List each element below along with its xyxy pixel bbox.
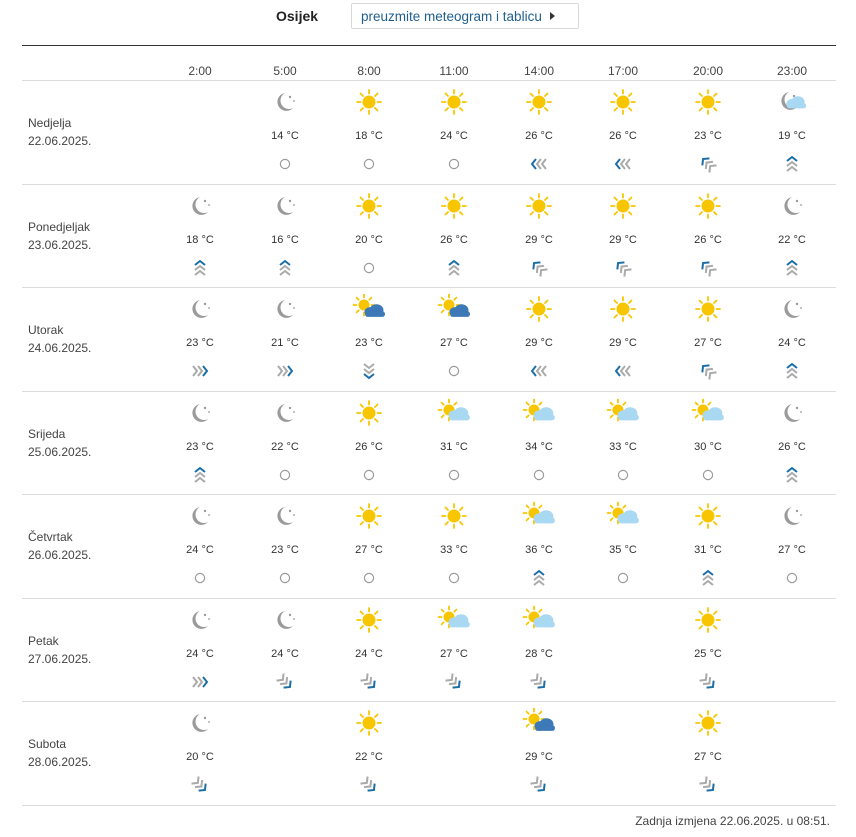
temperature: 22 °C	[271, 441, 299, 453]
temperature: 29 °C	[609, 234, 637, 246]
sun-cloud-icon	[690, 398, 726, 428]
sun-icon	[690, 708, 726, 738]
moon-icon	[182, 708, 218, 738]
download-meteogram-button[interactable]	[351, 3, 579, 29]
temperature: 24 °C	[440, 130, 468, 142]
time-label: 14:00	[523, 64, 555, 78]
calm-wind-icon	[780, 568, 804, 588]
row-divider	[22, 701, 836, 702]
temperature: 24 °C	[355, 648, 383, 660]
row-divider	[22, 391, 836, 392]
sun-cloud-icon	[521, 398, 557, 428]
temperature: 26 °C	[355, 441, 383, 453]
moon-icon	[182, 191, 218, 221]
wind-direction-icon	[780, 258, 804, 278]
day-name: Četvrtak	[28, 530, 73, 544]
moon-icon	[774, 294, 810, 324]
wind-direction-icon	[696, 568, 720, 588]
sun-icon	[521, 191, 557, 221]
day-label	[28, 528, 91, 564]
calm-wind-icon	[357, 568, 381, 588]
sun-icon	[351, 398, 387, 428]
calm-wind-icon	[442, 361, 466, 381]
calm-wind-icon	[442, 154, 466, 174]
wind-direction-icon	[357, 775, 381, 795]
temperature: 24 °C	[186, 648, 214, 660]
day-label	[28, 321, 91, 357]
day-label	[28, 218, 91, 254]
wind-direction-icon	[780, 465, 804, 485]
row-divider	[22, 80, 836, 81]
temperature: 34 °C	[525, 441, 553, 453]
temperature: 24 °C	[186, 544, 214, 556]
moon-icon	[182, 501, 218, 531]
wind-direction-icon	[611, 258, 635, 278]
sun-icon	[690, 294, 726, 324]
sun-icon	[436, 501, 472, 531]
sun-icon	[690, 87, 726, 117]
day-label	[28, 735, 91, 771]
calm-wind-icon	[273, 568, 297, 588]
moon-icon	[774, 398, 810, 428]
wind-direction-icon	[780, 154, 804, 174]
moon-icon	[267, 191, 303, 221]
day-name: Petak	[28, 634, 59, 648]
time-label: 20:00	[692, 64, 724, 78]
temperature: 24 °C	[271, 648, 299, 660]
day-date: 23.06.2025.	[28, 238, 92, 252]
temperature: 26 °C	[778, 441, 806, 453]
wind-direction-icon	[527, 258, 551, 278]
time-label: 17:00	[607, 64, 639, 78]
day-label	[28, 632, 91, 668]
temperature: 14 °C	[271, 130, 299, 142]
download-meteogram-label: preuzmite meteogram i tablicu	[361, 8, 542, 24]
sun-dark-cloud-icon	[521, 708, 557, 738]
day-name: Nedjelja	[28, 116, 72, 130]
temperature: 36 °C	[525, 544, 553, 556]
day-date: 25.06.2025.	[28, 445, 92, 459]
day-name: Utorak	[28, 323, 64, 337]
wind-direction-icon	[527, 154, 551, 174]
sun-cloud-icon	[605, 398, 641, 428]
time-label: 11:00	[439, 64, 469, 78]
calm-wind-icon	[696, 465, 720, 485]
day-name: Srijeda	[28, 427, 66, 441]
wind-direction-icon	[611, 361, 635, 381]
moon-icon	[774, 191, 810, 221]
calm-wind-icon	[273, 154, 297, 174]
wind-direction-icon	[357, 672, 381, 692]
sun-icon	[521, 87, 557, 117]
row-divider	[22, 494, 836, 495]
moon-icon	[267, 605, 303, 635]
moon-icon	[182, 605, 218, 635]
wind-direction-icon	[696, 775, 720, 795]
temperature: 30 °C	[694, 441, 722, 453]
wind-direction-icon	[442, 672, 466, 692]
calm-wind-icon	[527, 465, 551, 485]
sun-icon	[690, 501, 726, 531]
temperature: 21 °C	[271, 337, 299, 349]
calm-wind-icon	[357, 465, 381, 485]
temperature: 22 °C	[355, 751, 383, 763]
temperature: 31 °C	[694, 544, 722, 556]
temperature: 27 °C	[355, 544, 383, 556]
wind-direction-icon	[188, 465, 212, 485]
day-name: Subota	[28, 737, 67, 751]
day-label	[28, 425, 91, 461]
wind-direction-icon	[188, 258, 212, 278]
temperature: 26 °C	[440, 234, 468, 246]
header-divider	[22, 45, 836, 46]
day-date: 22.06.2025.	[28, 134, 92, 148]
time-label: 5:00	[273, 64, 297, 78]
temperature: 23 °C	[355, 337, 383, 349]
moon-icon	[267, 294, 303, 324]
calm-wind-icon	[611, 568, 635, 588]
wind-direction-icon	[696, 672, 720, 692]
day-date: 26.06.2025.	[28, 548, 92, 562]
temperature: 16 °C	[271, 234, 299, 246]
sun-icon	[436, 87, 472, 117]
calm-wind-icon	[442, 465, 466, 485]
moon-icon	[267, 87, 303, 117]
sun-icon	[605, 191, 641, 221]
temperature: 26 °C	[609, 130, 637, 142]
wind-direction-icon	[273, 361, 297, 381]
wind-direction-icon	[527, 775, 551, 795]
temperature: 29 °C	[525, 751, 553, 763]
sun-icon	[605, 294, 641, 324]
city-name: Osijek	[276, 8, 319, 24]
wind-direction-icon	[273, 672, 297, 692]
time-label: 8:00	[357, 64, 381, 78]
wind-direction-icon	[527, 672, 551, 692]
temperature: 27 °C	[694, 337, 722, 349]
day-date: 24.06.2025.	[28, 341, 92, 355]
temperature: 20 °C	[355, 234, 383, 246]
sun-icon	[351, 87, 387, 117]
wind-direction-icon	[611, 154, 635, 174]
day-date: 27.06.2025.	[28, 652, 92, 666]
temperature: 33 °C	[440, 544, 468, 556]
temperature: 23 °C	[271, 544, 299, 556]
temperature: 35 °C	[609, 544, 637, 556]
temperature: 25 °C	[694, 648, 722, 660]
sun-cloud-icon	[521, 605, 557, 635]
sun-icon	[351, 605, 387, 635]
temperature: 26 °C	[525, 130, 553, 142]
wind-direction-icon	[527, 361, 551, 381]
temperature: 20 °C	[186, 751, 214, 763]
row-divider	[22, 184, 836, 185]
wind-direction-icon	[696, 361, 720, 381]
sun-dark-cloud-icon	[436, 294, 472, 324]
sun-icon	[436, 191, 472, 221]
sun-icon	[605, 87, 641, 117]
temperature: 19 °C	[778, 130, 806, 142]
time-label: 2:00	[188, 64, 212, 78]
row-divider	[22, 805, 836, 806]
moon-icon	[267, 398, 303, 428]
wind-direction-icon	[696, 154, 720, 174]
day-label	[28, 114, 91, 150]
sun-icon	[690, 191, 726, 221]
moon-icon	[774, 501, 810, 531]
last-updated: Zadnja izmjena 22.06.2025. u 08:51.	[635, 814, 830, 828]
temperature: 27 °C	[694, 751, 722, 763]
moon-icon	[182, 294, 218, 324]
wind-direction-icon	[780, 361, 804, 381]
temperature: 23 °C	[186, 337, 214, 349]
sun-icon	[351, 191, 387, 221]
day-date: 28.06.2025.	[28, 755, 92, 769]
temperature: 29 °C	[525, 337, 553, 349]
temperature: 33 °C	[609, 441, 637, 453]
sun-cloud-icon	[436, 398, 472, 428]
calm-wind-icon	[273, 465, 297, 485]
moon-icon	[267, 501, 303, 531]
calm-wind-icon	[611, 465, 635, 485]
temperature: 31 °C	[440, 441, 468, 453]
sun-cloud-icon	[436, 605, 472, 635]
temperature: 27 °C	[440, 648, 468, 660]
calm-wind-icon	[188, 568, 212, 588]
temperature: 23 °C	[186, 441, 214, 453]
calm-wind-icon	[442, 568, 466, 588]
temperature: 27 °C	[440, 337, 468, 349]
wind-direction-icon	[527, 568, 551, 588]
time-label: 23:00	[776, 64, 808, 78]
sun-dark-cloud-icon	[351, 294, 387, 324]
temperature: 22 °C	[778, 234, 806, 246]
temperature: 24 °C	[778, 337, 806, 349]
temperature: 18 °C	[186, 234, 214, 246]
day-name: Ponedjeljak	[28, 220, 91, 234]
triangle-right-icon	[550, 12, 555, 20]
wind-direction-icon	[357, 361, 381, 381]
temperature: 27 °C	[778, 544, 806, 556]
temperature: 18 °C	[355, 130, 383, 142]
row-divider	[22, 598, 836, 599]
wind-direction-icon	[442, 258, 466, 278]
sun-icon	[521, 294, 557, 324]
temperature: 29 °C	[609, 337, 637, 349]
sun-cloud-icon	[521, 501, 557, 531]
wind-direction-icon	[188, 361, 212, 381]
sun-icon	[690, 605, 726, 635]
sun-icon	[351, 708, 387, 738]
moon-icon	[182, 398, 218, 428]
calm-wind-icon	[357, 154, 381, 174]
row-divider	[22, 287, 836, 288]
sun-cloud-icon	[605, 501, 641, 531]
temperature: 28 °C	[525, 648, 553, 660]
temperature: 26 °C	[694, 234, 722, 246]
wind-direction-icon	[273, 258, 297, 278]
wind-direction-icon	[188, 672, 212, 692]
calm-wind-icon	[357, 258, 381, 278]
sun-icon	[351, 501, 387, 531]
wind-direction-icon	[188, 775, 212, 795]
temperature: 23 °C	[694, 130, 722, 142]
wind-direction-icon	[696, 258, 720, 278]
temperature: 29 °C	[525, 234, 553, 246]
moon-cloud-icon	[774, 87, 810, 117]
